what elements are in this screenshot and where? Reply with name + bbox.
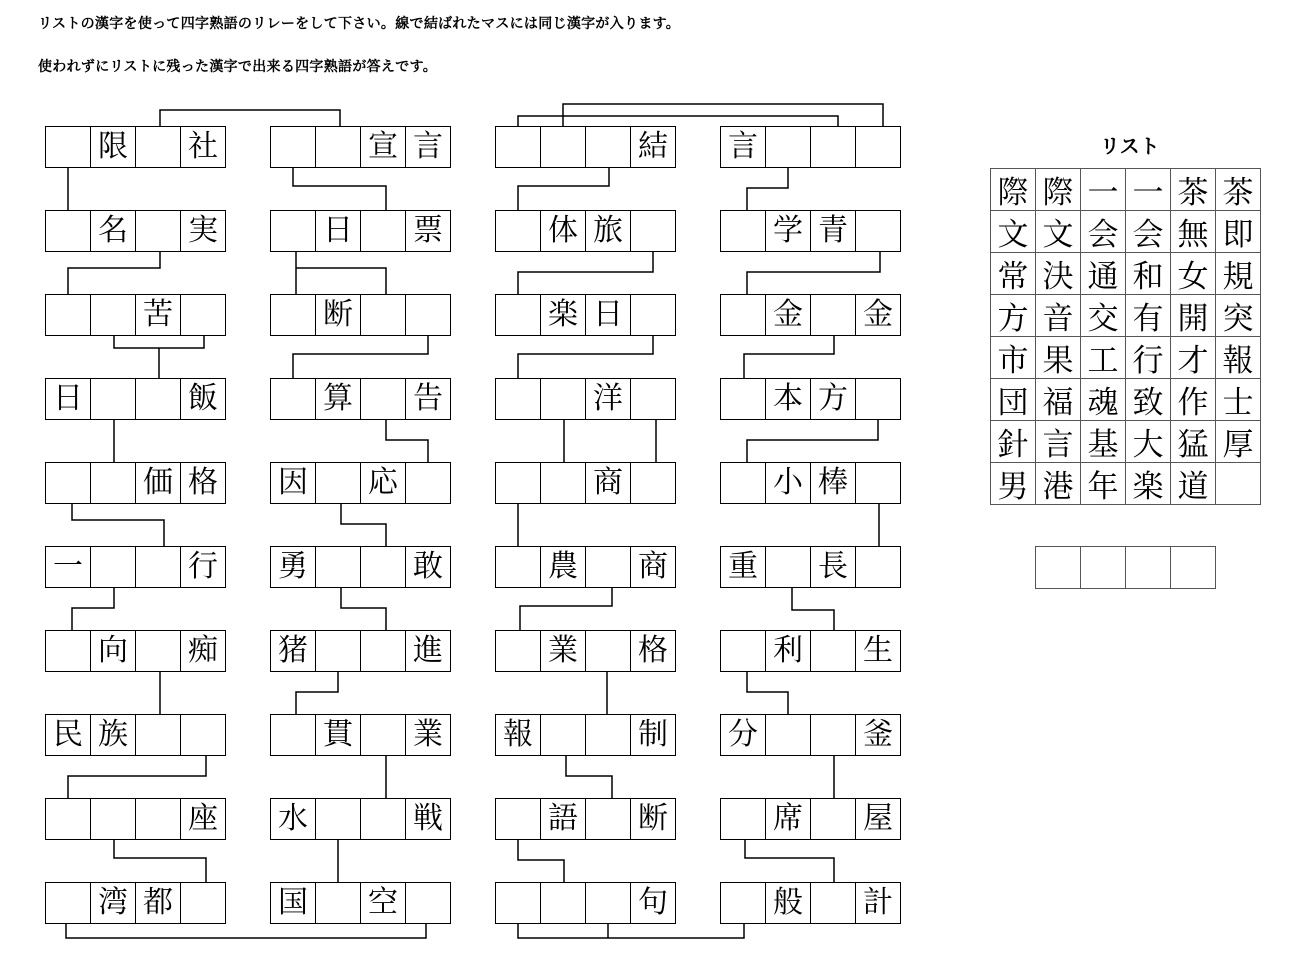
instruction-line-2: 使われずにリストに残った漢字で出来る四字熟語が答えです。 xyxy=(38,59,437,75)
grid-cell[interactable] xyxy=(765,546,811,588)
word-row xyxy=(495,714,675,756)
grid-cell[interactable] xyxy=(315,546,361,588)
list-cell: 会 xyxy=(1125,210,1171,253)
grid-cell[interactable] xyxy=(585,630,631,672)
list-cell: 団 xyxy=(990,378,1036,421)
list-cell: 言 xyxy=(1035,420,1081,463)
grid-cell[interactable] xyxy=(360,210,406,252)
grid-cell[interactable]: 宣 xyxy=(360,126,406,168)
grid-cell[interactable]: 般 xyxy=(765,882,811,924)
word-row xyxy=(495,462,675,504)
word-row xyxy=(45,798,225,840)
grid-cell[interactable]: 名 xyxy=(90,210,136,252)
list-cell: 和 xyxy=(1125,252,1171,295)
grid-cell[interactable]: 因 xyxy=(270,462,316,504)
grid-cell[interactable] xyxy=(810,126,856,168)
grid-cell[interactable] xyxy=(855,126,901,168)
grid-cell[interactable]: 学 xyxy=(765,210,811,252)
grid-cell[interactable] xyxy=(405,294,451,336)
answer-cell[interactable] xyxy=(1125,546,1171,589)
grid-cell[interactable]: 戦 xyxy=(405,798,451,840)
grid-cell[interactable] xyxy=(315,126,361,168)
list-cell: 無 xyxy=(1170,210,1216,253)
grid-cell[interactable]: 実 xyxy=(180,210,226,252)
grid-cell[interactable] xyxy=(720,378,766,420)
grid-cell[interactable]: 空 xyxy=(360,882,406,924)
grid-cell[interactable] xyxy=(180,882,226,924)
list-cell: 士 xyxy=(1215,378,1261,421)
grid-cell[interactable]: 告 xyxy=(405,378,451,420)
word-row xyxy=(720,798,900,840)
word-row xyxy=(270,210,450,252)
grid-cell[interactable] xyxy=(720,630,766,672)
grid-cell[interactable]: 生 xyxy=(855,630,901,672)
grid-cell[interactable]: 洋 xyxy=(585,378,631,420)
grid-cell[interactable] xyxy=(270,210,316,252)
list-cell: 規 xyxy=(1215,252,1261,295)
grid-cell[interactable] xyxy=(495,546,541,588)
word-row xyxy=(720,462,900,504)
grid-cell[interactable]: 言 xyxy=(405,126,451,168)
grid-cell[interactable] xyxy=(315,798,361,840)
grid-cell[interactable]: 行 xyxy=(180,546,226,588)
grid-cell[interactable]: 向 xyxy=(90,630,136,672)
grid-cell[interactable]: 席 xyxy=(765,798,811,840)
grid-cell[interactable]: 座 xyxy=(180,798,226,840)
list-cell: 男 xyxy=(990,462,1036,505)
grid-cell[interactable] xyxy=(855,378,901,420)
word-row xyxy=(270,714,450,756)
grid-cell[interactable]: 棒 xyxy=(810,462,856,504)
list-cell: 才 xyxy=(1170,336,1216,379)
grid-cell[interactable] xyxy=(45,882,91,924)
list-cell: 常 xyxy=(990,252,1036,295)
grid-cell[interactable] xyxy=(495,210,541,252)
word-row xyxy=(45,546,225,588)
grid-cell[interactable] xyxy=(630,462,676,504)
list-cell: 文 xyxy=(1035,210,1081,253)
word-row xyxy=(720,546,900,588)
grid-cell[interactable]: 本 xyxy=(765,378,811,420)
list-cell: 交 xyxy=(1080,294,1126,337)
grid-cell[interactable]: 体 xyxy=(540,210,586,252)
word-row xyxy=(720,126,900,168)
grid-cell[interactable]: 湾 xyxy=(90,882,136,924)
grid-cell[interactable] xyxy=(540,462,586,504)
grid-cell[interactable]: 苦 xyxy=(135,294,181,336)
grid-cell[interactable] xyxy=(855,546,901,588)
grid-cell[interactable] xyxy=(540,378,586,420)
grid-cell[interactable]: 格 xyxy=(180,462,226,504)
grid-cell[interactable] xyxy=(810,630,856,672)
grid-cell[interactable]: 青 xyxy=(810,210,856,252)
grid-cell[interactable]: 社 xyxy=(180,126,226,168)
grid-cell[interactable]: 業 xyxy=(405,714,451,756)
grid-cell[interactable] xyxy=(810,798,856,840)
grid-cell[interactable] xyxy=(765,714,811,756)
grid-cell[interactable] xyxy=(270,378,316,420)
grid-cell[interactable]: 金 xyxy=(855,294,901,336)
word-row xyxy=(495,798,675,840)
grid-cell[interactable] xyxy=(585,882,631,924)
word-row xyxy=(270,630,450,672)
grid-cell[interactable]: 日 xyxy=(45,378,91,420)
answer-cell[interactable] xyxy=(1035,546,1081,589)
list-cell: 作 xyxy=(1170,378,1216,421)
grid-cell[interactable] xyxy=(630,294,676,336)
grid-cell[interactable]: 商 xyxy=(585,462,631,504)
grid-cell[interactable] xyxy=(135,714,181,756)
grid-cell[interactable] xyxy=(585,126,631,168)
grid-cell[interactable]: 日 xyxy=(315,210,361,252)
grid-cell[interactable]: 楽 xyxy=(540,294,586,336)
grid-cell[interactable]: 語 xyxy=(540,798,586,840)
word-row xyxy=(720,294,900,336)
grid-cell[interactable] xyxy=(405,462,451,504)
grid-cell[interactable] xyxy=(765,126,811,168)
list-cell: 厚 xyxy=(1215,420,1261,463)
grid-cell[interactable]: 飯 xyxy=(180,378,226,420)
grid-cell[interactable] xyxy=(45,798,91,840)
grid-cell[interactable]: 都 xyxy=(135,882,181,924)
list-cell: 道 xyxy=(1170,462,1216,505)
grid-cell[interactable] xyxy=(360,630,406,672)
word-row xyxy=(45,126,225,168)
grid-cell[interactable] xyxy=(540,126,586,168)
grid-cell[interactable]: 一 xyxy=(45,546,91,588)
grid-cell[interactable] xyxy=(360,798,406,840)
grid-cell[interactable]: 旅 xyxy=(585,210,631,252)
grid-cell[interactable] xyxy=(720,294,766,336)
grid-cell[interactable] xyxy=(90,462,136,504)
list-cell xyxy=(1215,462,1261,505)
grid-cell[interactable] xyxy=(45,630,91,672)
grid-cell[interactable] xyxy=(495,462,541,504)
list-cell: 際 xyxy=(990,168,1036,211)
grid-cell[interactable] xyxy=(135,126,181,168)
grid-cell[interactable]: 農 xyxy=(540,546,586,588)
grid-cell[interactable]: 釜 xyxy=(855,714,901,756)
word-row xyxy=(270,126,450,168)
word-row xyxy=(270,294,450,336)
word-row xyxy=(720,378,900,420)
word-row xyxy=(720,630,900,672)
grid-cell[interactable] xyxy=(855,210,901,252)
list-cell: 際 xyxy=(1035,168,1081,211)
word-row xyxy=(45,882,225,924)
grid-cell[interactable] xyxy=(360,714,406,756)
grid-cell[interactable] xyxy=(585,546,631,588)
word-row xyxy=(270,462,450,504)
grid-cell[interactable]: 応 xyxy=(360,462,406,504)
word-row xyxy=(495,546,675,588)
grid-cell[interactable]: 言 xyxy=(720,126,766,168)
list-cell: 開 xyxy=(1170,294,1216,337)
list-cell: 茶 xyxy=(1170,168,1216,211)
grid-cell[interactable] xyxy=(630,378,676,420)
list-cell: 決 xyxy=(1035,252,1081,295)
grid-cell[interactable] xyxy=(90,546,136,588)
grid-cell[interactable] xyxy=(810,714,856,756)
list-cell: 針 xyxy=(990,420,1036,463)
list-cell: 即 xyxy=(1215,210,1261,253)
word-row xyxy=(495,882,675,924)
grid-cell[interactable] xyxy=(405,882,451,924)
grid-cell[interactable] xyxy=(180,294,226,336)
grid-cell[interactable] xyxy=(495,798,541,840)
list-cell: 茶 xyxy=(1215,168,1261,211)
grid-cell[interactable] xyxy=(135,210,181,252)
grid-cell[interactable] xyxy=(270,714,316,756)
list-cell: 大 xyxy=(1125,420,1171,463)
list-cell: 通 xyxy=(1080,252,1126,295)
list-cell: 突 xyxy=(1215,294,1261,337)
grid-cell[interactable]: 長 xyxy=(810,546,856,588)
grid-cell[interactable] xyxy=(270,294,316,336)
grid-cell[interactable] xyxy=(585,714,631,756)
grid-cell[interactable] xyxy=(360,378,406,420)
grid-cell[interactable]: 敢 xyxy=(405,546,451,588)
grid-cell[interactable]: 制 xyxy=(630,714,676,756)
list-cell: 基 xyxy=(1080,420,1126,463)
grid-cell[interactable]: 方 xyxy=(810,378,856,420)
grid-cell[interactable] xyxy=(720,210,766,252)
list-cell: 致 xyxy=(1125,378,1171,421)
word-row xyxy=(270,378,450,420)
list-cell: 福 xyxy=(1035,378,1081,421)
word-row xyxy=(270,546,450,588)
grid-cell[interactable] xyxy=(135,378,181,420)
grid-cell[interactable]: 屋 xyxy=(855,798,901,840)
grid-cell[interactable]: 業 xyxy=(540,630,586,672)
grid-cell[interactable] xyxy=(495,882,541,924)
grid-cell[interactable] xyxy=(585,798,631,840)
grid-cell[interactable] xyxy=(630,210,676,252)
grid-cell[interactable]: 報 xyxy=(495,714,541,756)
grid-cell[interactable] xyxy=(495,294,541,336)
grid-cell[interactable] xyxy=(360,546,406,588)
word-row xyxy=(495,378,675,420)
grid-cell[interactable] xyxy=(360,294,406,336)
grid-cell[interactable]: 算 xyxy=(315,378,361,420)
word-row xyxy=(270,882,450,924)
grid-cell[interactable]: 民 xyxy=(45,714,91,756)
grid-cell[interactable]: 計 xyxy=(855,882,901,924)
word-row xyxy=(495,294,675,336)
answer-cell[interactable] xyxy=(1170,546,1216,589)
word-row xyxy=(45,714,225,756)
grid-cell[interactable] xyxy=(810,294,856,336)
grid-cell[interactable]: 限 xyxy=(90,126,136,168)
word-row xyxy=(495,630,675,672)
grid-cell[interactable]: 格 xyxy=(630,630,676,672)
list-cell: 年 xyxy=(1080,462,1126,505)
list-cell: 一 xyxy=(1125,168,1171,211)
list-cell: 女 xyxy=(1170,252,1216,295)
grid-cell[interactable]: 票 xyxy=(405,210,451,252)
grid-cell[interactable] xyxy=(45,462,91,504)
grid-cell[interactable] xyxy=(720,462,766,504)
grid-cell[interactable]: 重 xyxy=(720,546,766,588)
list-cell: 文 xyxy=(990,210,1036,253)
grid-cell[interactable] xyxy=(720,882,766,924)
grid-cell[interactable]: 断 xyxy=(315,294,361,336)
word-row xyxy=(720,882,900,924)
list-cell: 音 xyxy=(1035,294,1081,337)
grid-cell[interactable] xyxy=(855,462,901,504)
grid-cell[interactable] xyxy=(495,630,541,672)
word-row xyxy=(495,126,675,168)
list-cell: 報 xyxy=(1215,336,1261,379)
grid-cell[interactable]: 結 xyxy=(630,126,676,168)
word-row xyxy=(720,210,900,252)
grid-cell[interactable]: 小 xyxy=(765,462,811,504)
grid-cell[interactable] xyxy=(135,546,181,588)
grid-cell[interactable]: 痴 xyxy=(180,630,226,672)
grid-cell[interactable] xyxy=(90,378,136,420)
list-cell: 工 xyxy=(1080,336,1126,379)
list-cell: 港 xyxy=(1035,462,1081,505)
grid-cell[interactable]: 進 xyxy=(405,630,451,672)
grid-cell[interactable]: 日 xyxy=(585,294,631,336)
grid-cell[interactable]: 断 xyxy=(630,798,676,840)
word-row xyxy=(45,378,225,420)
grid-cell[interactable]: 勇 xyxy=(270,546,316,588)
grid-cell[interactable] xyxy=(315,462,361,504)
grid-cell[interactable] xyxy=(540,882,586,924)
instruction-line-1: リストの漢字を使って四字熟語のリレーをして下さい。線で結ばれたマスには同じ漢字が入ります。 xyxy=(38,16,681,32)
grid-cell[interactable]: 水 xyxy=(270,798,316,840)
grid-cell[interactable] xyxy=(315,882,361,924)
list-cell: 果 xyxy=(1035,336,1081,379)
grid-cell[interactable]: 金 xyxy=(765,294,811,336)
answer-cell[interactable] xyxy=(1080,546,1126,589)
grid-cell[interactable]: 貫 xyxy=(315,714,361,756)
word-row xyxy=(45,210,225,252)
list-cell: 行 xyxy=(1125,336,1171,379)
grid-cell[interactable] xyxy=(45,210,91,252)
grid-cell[interactable] xyxy=(90,798,136,840)
word-row xyxy=(45,294,225,336)
word-row xyxy=(720,714,900,756)
grid-cell[interactable] xyxy=(90,294,136,336)
list-cell: 魂 xyxy=(1080,378,1126,421)
list-cell: 会 xyxy=(1080,210,1126,253)
word-row xyxy=(45,630,225,672)
grid-cell[interactable] xyxy=(315,630,361,672)
list-cell: 一 xyxy=(1080,168,1126,211)
grid-cell[interactable] xyxy=(495,378,541,420)
grid-cell[interactable]: 国 xyxy=(270,882,316,924)
word-row xyxy=(270,798,450,840)
grid-cell[interactable] xyxy=(495,126,541,168)
grid-cell[interactable] xyxy=(135,630,181,672)
grid-cell[interactable] xyxy=(135,798,181,840)
grid-cell[interactable]: 価 xyxy=(135,462,181,504)
grid-cell[interactable]: 商 xyxy=(630,546,676,588)
list-title: リスト xyxy=(1100,134,1160,158)
grid-cell[interactable]: 分 xyxy=(720,714,766,756)
grid-cell[interactable] xyxy=(720,798,766,840)
grid-cell[interactable]: 猪 xyxy=(270,630,316,672)
list-cell: 猛 xyxy=(1170,420,1216,463)
grid-cell[interactable] xyxy=(540,714,586,756)
grid-cell[interactable] xyxy=(45,294,91,336)
list-cell: 有 xyxy=(1125,294,1171,337)
word-row xyxy=(495,210,675,252)
grid-cell[interactable] xyxy=(270,126,316,168)
list-cell: 方 xyxy=(990,294,1036,337)
word-row xyxy=(45,462,225,504)
list-cell: 市 xyxy=(990,336,1036,379)
grid-cell[interactable] xyxy=(180,714,226,756)
grid-cell[interactable]: 句 xyxy=(630,882,676,924)
grid-cell[interactable]: 族 xyxy=(90,714,136,756)
list-cell: 楽 xyxy=(1125,462,1171,505)
grid-cell[interactable]: 利 xyxy=(765,630,811,672)
grid-cell[interactable] xyxy=(810,882,856,924)
grid-cell[interactable] xyxy=(45,126,91,168)
